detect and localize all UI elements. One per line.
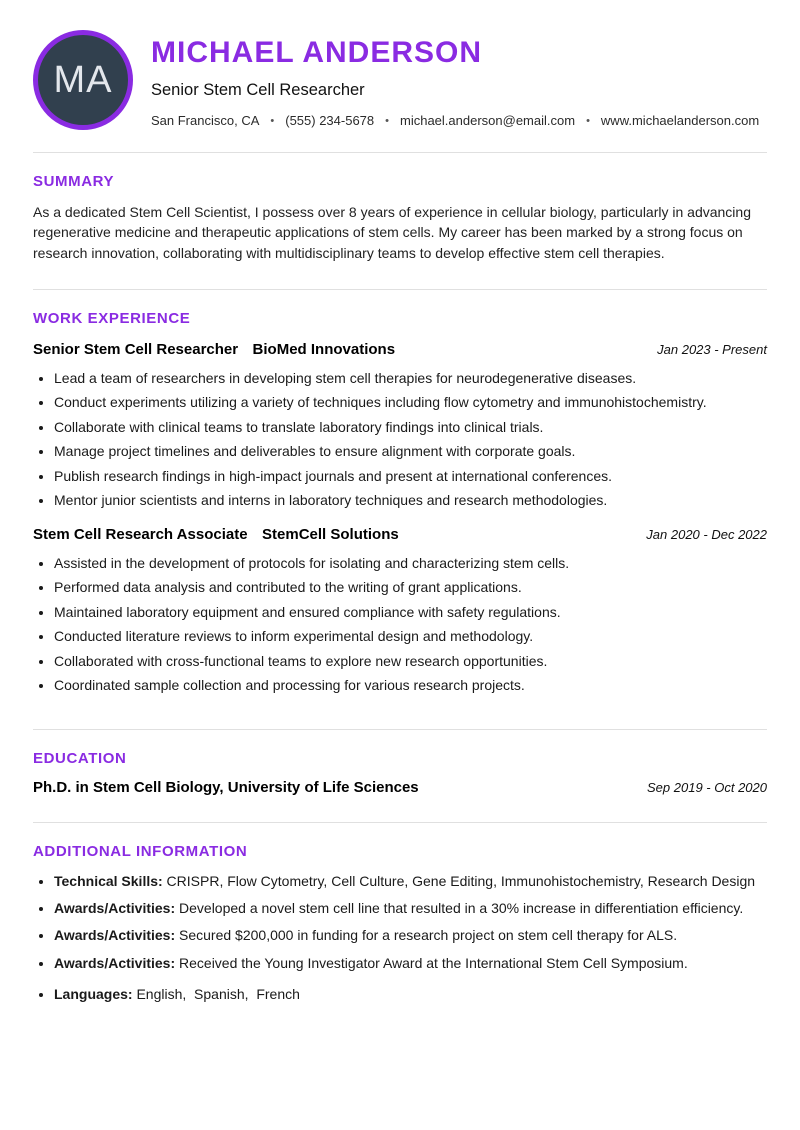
job-title: Stem Cell Research Associate <box>33 525 248 543</box>
additional-info-item <box>54 954 767 972</box>
education-entry <box>33 779 767 796</box>
job-bullet: • Publish research findings in high-impact journals and present at international conferences. <box>54 467 767 485</box>
additional-info-list <box>33 872 767 1004</box>
additional-item-text: CRISPR, Flow Cytometry, Cell Culture, Gene Editing, Immunohistochemistry, Research Design <box>162 872 756 889</box>
section-summary <box>33 173 767 263</box>
avatar-initials: MA <box>53 58 113 101</box>
divider <box>33 152 767 153</box>
person-name: MICHAEL ANDERSON <box>151 36 483 69</box>
additional-info-item <box>54 985 767 1003</box>
additional-item-label: Languages: <box>54 986 133 1003</box>
separator-dot-icon: • <box>385 114 389 127</box>
job-bullet: • Lead a team of researchers in developing stem cell therapies for neurodegenerative diseases. <box>54 369 767 387</box>
section-additional-information <box>33 843 767 1004</box>
divider <box>33 822 767 823</box>
education-dates: Sep 2019 - Oct 2020 <box>647 779 767 795</box>
additional-item-text: Developed a novel stem cell line that resulted in a 30% increase in differentiation efficiency. <box>175 899 744 916</box>
additional-information-heading: ADDITIONAL INFORMATION <box>33 842 248 860</box>
divider <box>33 729 767 730</box>
avatar <box>33 30 133 130</box>
work-experience-heading: WORK EXPERIENCE <box>33 309 191 327</box>
job-bullet: • Mentor junior scientists and interns in laboratory techniques and research methodologies. <box>54 491 767 509</box>
job-title-company <box>33 526 399 544</box>
job-bullet: • Assisted in the development of protocols for isolating and characterizing stem cells. <box>54 554 767 572</box>
job-bullet: • Coordinated sample collection and processing for various research projects. <box>54 676 767 694</box>
summary-heading: SUMMARY <box>33 173 115 190</box>
divider <box>33 289 767 290</box>
separator-dot-icon: • <box>270 114 275 127</box>
job-bullet: • Collaborate with clinical teams to translate laboratory findings into clinical trials. <box>54 418 767 436</box>
job-bullet: • Conduct experiments utilizing a variety of techniques including flow cytometry and immunohistochemistry. <box>54 393 767 411</box>
job-bullet: • Manage project timelines and deliverables to ensure alignment with corporate goals. <box>54 442 767 460</box>
job-bullet: • Conducted literature reviews to inform experimental design and methodology. <box>54 627 767 645</box>
job-company: BioMed Innovations <box>252 340 396 358</box>
job-dates: Jan 2023 - Present <box>657 341 767 357</box>
additional-info-item <box>54 872 767 890</box>
section-work-experience <box>33 310 767 695</box>
additional-item-text: English, Spanish, French <box>132 986 300 1003</box>
job-bullet: • Maintained laboratory equipment and ensured compliance with safety regulations. <box>54 603 767 621</box>
separator-dot-icon: • <box>586 114 590 127</box>
section-education <box>33 750 767 796</box>
additional-item-label: Awards/Activities: <box>54 899 176 916</box>
additional-info-item <box>54 899 767 917</box>
contact-row <box>151 113 759 128</box>
additional-item-label: Technical Skills: <box>54 872 163 889</box>
additional-info-item <box>54 926 767 944</box>
job-title-company <box>33 341 395 359</box>
education-degree: Ph.D. in Stem Cell Biology, University of Life Sciences <box>33 778 419 796</box>
job-header <box>33 526 767 544</box>
contact-phone: (555) 234-5678 <box>285 113 375 128</box>
job-header <box>33 341 767 359</box>
additional-item-label: Awards/Activities: <box>54 927 176 944</box>
education-heading: EDUCATION <box>33 749 127 767</box>
job-bullet: • Collaborated with cross-functional teams to explore new research opportunities. <box>54 652 767 670</box>
summary-text: As a dedicated Stem Cell Scientist, I possess over 8 years of experience in cellular biology, particularly in advancing regenerative medicine and therapeutic applications of stem cells. My career has been marked by a strong focus on research innovation, collaborating with multidisciplinary teams to develop effective stem cell therapies. <box>33 204 751 261</box>
job-bullet-list <box>33 369 767 510</box>
resume-header <box>33 30 767 130</box>
job-title: Senior Stem Cell Researcher <box>33 340 239 358</box>
job-dates: Jan 2020 - Dec 2022 <box>646 526 767 542</box>
additional-item-label: Awards/Activities: <box>54 954 176 971</box>
job-bullet: • Performed data analysis and contributed to the writing of grant applications. <box>54 578 767 596</box>
header-text <box>151 30 759 128</box>
contact-website: www.michaelanderson.com <box>600 113 760 128</box>
additional-item-text: Secured $200,000 in funding for a research project on stem cell therapy for ALS. <box>175 927 678 944</box>
job-bullet-list <box>33 554 767 695</box>
contact-location: San Francisco, CA <box>151 113 260 128</box>
job-company: StemCell Solutions <box>262 525 399 543</box>
additional-item-text: Received the Young Investigator Award at the International Stem Cell Symposium. <box>175 954 688 971</box>
person-job-title: Senior Stem Cell Researcher <box>151 81 365 99</box>
contact-email: michael.anderson@email.com <box>400 113 576 128</box>
job-entry <box>33 341 767 510</box>
job-entry <box>33 526 767 695</box>
